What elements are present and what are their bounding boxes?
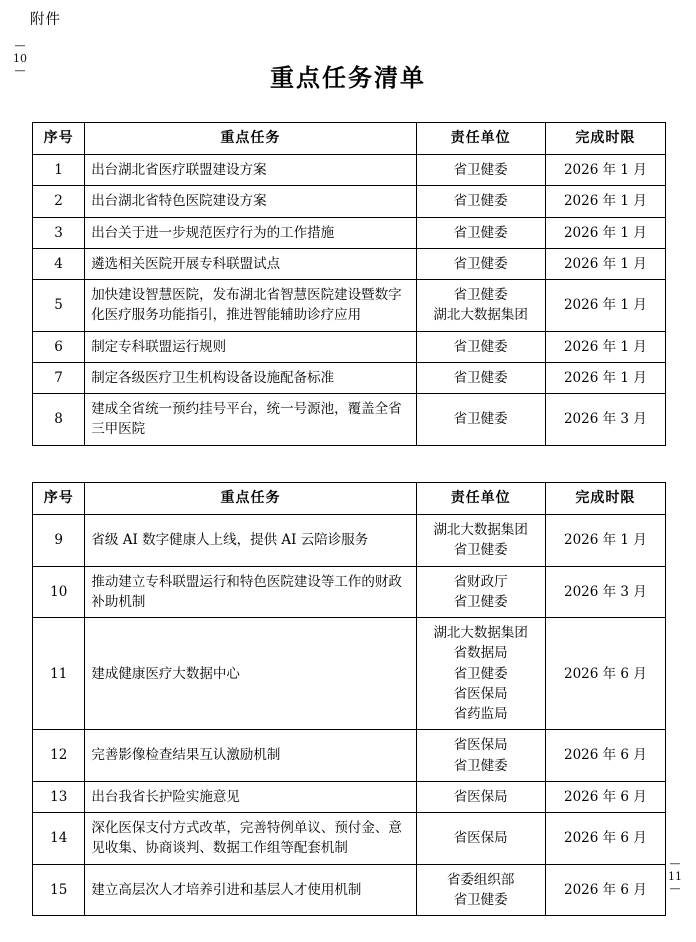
cell-unit: 省医保局 xyxy=(416,813,545,865)
cell-seq: 10 xyxy=(33,566,85,618)
cell-due: 2026 年 6 月 xyxy=(545,781,665,812)
cell-unit: 省卫健委 xyxy=(416,186,545,217)
cell-seq: 8 xyxy=(33,394,85,446)
cell-task: 建成全省统一预约挂号平台，统一号源池，覆盖全省三甲医院 xyxy=(85,394,416,446)
cell-unit: 省卫健委 xyxy=(416,248,545,279)
cell-task: 遴选相关医院开展专科联盟试点 xyxy=(85,248,416,279)
cell-unit: 省委组织部 省卫健委 xyxy=(416,864,545,916)
task-table-part-1-wrapper xyxy=(32,122,666,446)
cell-unit: 省卫健委 xyxy=(416,217,545,248)
cell-task: 建立高层次人才培养引进和基层人才使用机制 xyxy=(85,864,416,916)
page-marker-left-dash-top: — xyxy=(14,39,26,52)
cell-task: 出台我省长护险实施意见 xyxy=(85,781,416,812)
cell-unit: 湖北大数据集团 省卫健委 xyxy=(416,515,545,567)
table-header-2 xyxy=(33,483,666,515)
cell-due: 2026 年 1 月 xyxy=(545,217,665,248)
cell-seq: 2 xyxy=(33,186,85,217)
cell-task: 加快建设智慧医院，发布湖北省智慧医院建设暨数字化医疗服务功能指引，推进智能辅助诊疗应用 xyxy=(85,280,416,332)
cell-task: 制定专科联盟运行规则 xyxy=(85,331,416,362)
table-row xyxy=(33,781,666,812)
cell-seq: 9 xyxy=(33,515,85,567)
cell-due: 2026 年 1 月 xyxy=(545,186,665,217)
cell-unit: 省医保局 xyxy=(416,781,545,812)
cell-seq: 4 xyxy=(33,248,85,279)
cell-unit: 省卫健委 xyxy=(416,331,545,362)
table-row xyxy=(33,813,666,865)
cell-seq: 1 xyxy=(33,155,85,186)
task-table-part-2 xyxy=(32,482,666,916)
cell-unit: 省卫健委 xyxy=(416,362,545,393)
page-title: 重点任务清单 xyxy=(270,63,426,92)
cell-due: 2026 年 1 月 xyxy=(545,248,665,279)
header-task: 重点任务 xyxy=(85,483,416,515)
cell-due: 2026 年 1 月 xyxy=(545,155,665,186)
table-row xyxy=(33,730,666,782)
cell-unit: 省卫健委 xyxy=(416,394,545,446)
header-unit: 责任单位 xyxy=(416,483,545,515)
cell-due: 2026 年 1 月 xyxy=(545,331,665,362)
page-marker-left-number: 10 xyxy=(13,51,27,65)
cell-due: 2026 年 6 月 xyxy=(545,730,665,782)
header-task: 重点任务 xyxy=(85,123,416,155)
cell-due: 2026 年 6 月 xyxy=(545,864,665,916)
table-row xyxy=(33,280,666,332)
header-unit: 责任单位 xyxy=(416,123,545,155)
table-row xyxy=(33,362,666,393)
cell-unit: 省卫健委 xyxy=(416,155,545,186)
table-row xyxy=(33,394,666,446)
cell-task: 建成健康医疗大数据中心 xyxy=(85,618,416,730)
task-table-part-1 xyxy=(32,122,666,446)
cell-seq: 13 xyxy=(33,781,85,812)
cell-seq: 14 xyxy=(33,813,85,865)
cell-unit: 省财政厅 省卫健委 xyxy=(416,566,545,618)
header-seq: 序号 xyxy=(33,123,85,155)
table-row xyxy=(33,618,666,730)
cell-seq: 5 xyxy=(33,280,85,332)
cell-due: 2026 年 1 月 xyxy=(545,280,665,332)
cell-task: 制定各级医疗卫生机构设备设施配备标准 xyxy=(85,362,416,393)
header-due: 完成时限 xyxy=(545,483,665,515)
cell-due: 2026 年 6 月 xyxy=(545,618,665,730)
cell-unit: 省医保局 省卫健委 xyxy=(416,730,545,782)
cell-seq: 12 xyxy=(33,730,85,782)
cell-seq: 15 xyxy=(33,864,85,916)
cell-seq: 3 xyxy=(33,217,85,248)
table-header-row xyxy=(33,123,666,155)
table-row xyxy=(33,248,666,279)
cell-seq: 6 xyxy=(33,331,85,362)
cell-due: 2026 年 3 月 xyxy=(545,394,665,446)
table-row xyxy=(33,217,666,248)
table-row xyxy=(33,566,666,618)
cell-seq: 7 xyxy=(33,362,85,393)
table-row xyxy=(33,331,666,362)
table-body-2 xyxy=(33,515,666,916)
page-marker-right xyxy=(666,858,684,896)
table-body-1 xyxy=(33,155,666,446)
cell-due: 2026 年 1 月 xyxy=(545,362,665,393)
cell-due: 2026 年 3 月 xyxy=(545,566,665,618)
cell-task: 出台湖北省医疗联盟建设方案 xyxy=(85,155,416,186)
cell-seq: 11 xyxy=(33,618,85,730)
cell-task: 出台湖北省特色医院建设方案 xyxy=(85,186,416,217)
table-row xyxy=(33,515,666,567)
cell-unit: 湖北大数据集团 省数据局 省卫健委 省医保局 省药监局 xyxy=(416,618,545,730)
page-marker-left-dash-bottom: — xyxy=(14,64,26,78)
table-row xyxy=(33,186,666,217)
attachment-label: 附件 xyxy=(30,12,61,28)
task-table-part-2-wrapper xyxy=(32,482,666,916)
table-row xyxy=(33,864,666,916)
page-marker-right-dash-bottom: — xyxy=(669,882,681,896)
cell-due: 2026 年 6 月 xyxy=(545,813,665,865)
cell-unit: 省卫健委 湖北大数据集团 xyxy=(416,280,545,332)
table-header-row xyxy=(33,483,666,515)
header-seq: 序号 xyxy=(33,483,85,515)
cell-task: 推动建立专科联盟运行和特色医院建设等工作的财政补助机制 xyxy=(85,566,416,618)
table-row xyxy=(33,155,666,186)
page-marker-right-dash-top: — xyxy=(669,857,681,870)
cell-task: 完善影像检查结果互认激励机制 xyxy=(85,730,416,782)
header-due: 完成时限 xyxy=(545,123,665,155)
page-marker-right-number: 11 xyxy=(668,869,682,883)
cell-task: 出台关于进一步规范医疗行为的工作措施 xyxy=(85,217,416,248)
cell-task: 深化医保支付方式改革，完善特例单议、预付金、意见收集、协商谈判、数据工作组等配套机制 xyxy=(85,813,416,865)
table-header-1 xyxy=(33,123,666,155)
cell-due: 2026 年 1 月 xyxy=(545,515,665,567)
cell-task: 省级 AI 数字健康人上线，提供 AI 云陪诊服务 xyxy=(85,515,416,567)
